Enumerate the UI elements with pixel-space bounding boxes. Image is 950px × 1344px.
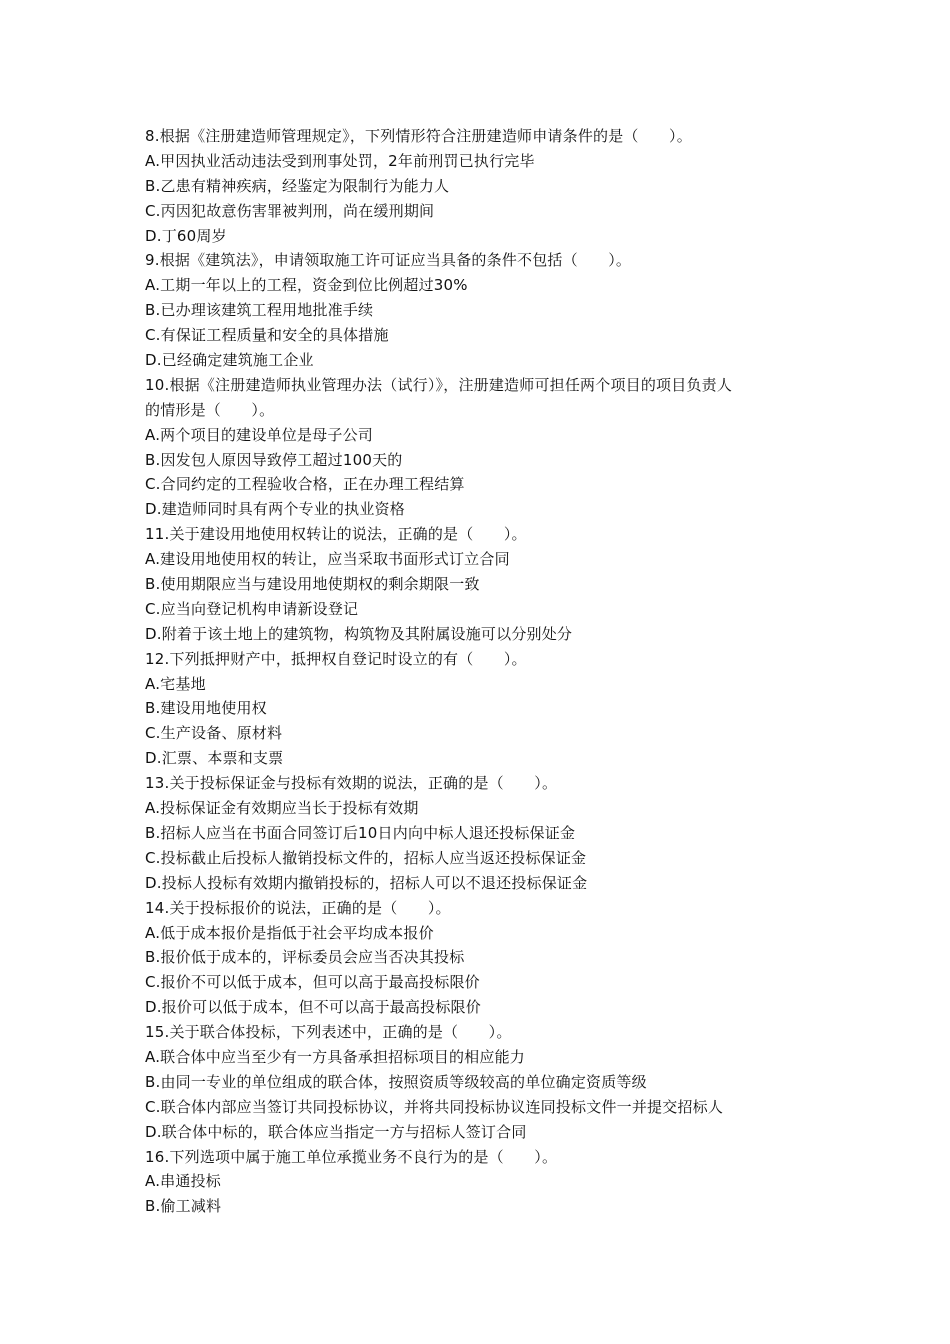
question-10-option-d: D.建造师同时具有两个专业的执业资格 bbox=[145, 500, 405, 519]
question-9-option-a: A.工期一年以上的工程，资金到位比例超过30% bbox=[145, 276, 468, 295]
question-8-stem: 8.根据《注册建造师管理规定》，下列情形符合注册建造师申请条件的是（ ）。 bbox=[145, 127, 692, 145]
question-16-option-b: B.偷工减料 bbox=[145, 1197, 222, 1216]
question-9-option-b: B.已办理该建筑工程用地批准手续 bbox=[145, 301, 374, 320]
question-10-option-a: A.两个项目的建设单位是母子公司 bbox=[145, 425, 373, 444]
question-10-option-c: C.合同约定的工程验收合格，正在办理工程结算 bbox=[145, 475, 465, 494]
question-11-option-a: A.建设用地使用权的转让，应当采取书面形式订立合同 bbox=[145, 550, 510, 569]
question-12-option-c: C.生产设备、原材料 bbox=[145, 724, 283, 743]
question-14-stem: 14.关于投标报价的说法，正确的是（ ）。 bbox=[145, 898, 451, 917]
question-12-option-d: D.汇票、本票和支票 bbox=[145, 749, 284, 768]
question-12-option-b: B.建设用地使用权 bbox=[145, 699, 267, 718]
question-12-option-a: A.宅基地 bbox=[145, 674, 206, 693]
question-14-option-c: C.报价不可以低于成本，但可以高于最高投标限价 bbox=[145, 973, 480, 992]
question-16-option-a: A.串通投标 bbox=[145, 1172, 221, 1191]
question-13-option-d: D.投标人投标有效期内撤销投标的，招标人可以不退还投标保证金 bbox=[145, 873, 588, 892]
question-14-option-a: A.低于成本报价是指低于社会平均成本报价 bbox=[145, 923, 434, 942]
question-11-option-b: B.使用期限应当与建设用地使期权的剩余期限一致 bbox=[145, 575, 480, 594]
question-16-stem: 16.下列选项中属于施工单位承揽业务不良行为的是（ ）。 bbox=[145, 1147, 558, 1166]
question-10-option-b: B.因发包人原因导致停工超过100天的 bbox=[145, 450, 403, 469]
question-14-option-b: B.报价低于成本的，评标委员会应当否决其投标 bbox=[145, 948, 465, 967]
question-8-option-d: D.丁60周岁 bbox=[145, 226, 227, 245]
question-8-option-b: B.乙患有精神疾病，经鉴定为限制行为能力人 bbox=[145, 176, 450, 195]
question-13-option-b: B.招标人应当在书面合同签订后10日内向中标人退还投标保证金 bbox=[145, 823, 576, 842]
question-14-option-d: D.报价可以低于成本，但不可以高于最高投标限价 bbox=[145, 998, 481, 1017]
question-10-stem-continued: 的情形是（ ）。 bbox=[145, 400, 275, 419]
question-8-option-c: C.丙因犯故意伤害罪被判刑，尚在缓刑期间 bbox=[145, 201, 435, 220]
question-13-stem: 13.关于投标保证金与投标有效期的说法，正确的是（ ）。 bbox=[145, 774, 558, 793]
question-9-option-d: D.已经确定建筑施工企业 bbox=[145, 351, 314, 370]
question-11-stem: 11.关于建设用地使用权转让的说法，正确的是（ ）。 bbox=[145, 525, 527, 544]
question-9-option-c: C.有保证工程质量和安全的具体措施 bbox=[145, 326, 389, 345]
question-13-option-a: A.投标保证金有效期应当长于投标有效期 bbox=[145, 799, 419, 818]
question-10-stem: 10.根据《注册建造师执业管理办法（试行）》，注册建造师可担任两个项目的项目负责人 bbox=[145, 375, 733, 394]
question-12-stem: 12.下列抵押财产中，抵押权自登记时设立的有（ ）。 bbox=[145, 649, 527, 668]
question-13-option-c: C.投标截止后投标人撤销投标文件的，招标人应当返还投标保证金 bbox=[145, 848, 587, 867]
question-15-option-c: C.联合体内部应当签订共同投标协议，并将共同投标协议连同投标文件一并提交招标人 bbox=[145, 1097, 724, 1116]
question-11-option-c: C.应当向登记机构申请新设登记 bbox=[145, 599, 359, 618]
question-9-stem: 9.根据《建筑法》，申请领取施工许可证应当具备的条件不包括（ ）。 bbox=[145, 251, 632, 270]
question-15-stem: 15.关于联合体投标，下列表述中，正确的是（ ）。 bbox=[145, 1023, 512, 1042]
question-11-option-d: D.附着于该土地上的建筑物，构筑物及其附属设施可以分别处分 bbox=[145, 624, 573, 643]
question-15-option-a: A.联合体中应当至少有一方具备承担招标项目的相应能力 bbox=[145, 1047, 525, 1066]
question-15-option-d: D.联合体中标的，联合体应当指定一方与招标人签订合同 bbox=[145, 1122, 527, 1141]
question-text-body bbox=[145, 124, 825, 1219]
question-8-option-a: A.甲因执业活动违法受到刑事处罚，2年前刑罚已执行完毕 bbox=[145, 151, 535, 170]
question-15-option-b: B.由同一专业的单位组成的联合体，按照资质等级较高的单位确定资质等级 bbox=[145, 1072, 647, 1091]
